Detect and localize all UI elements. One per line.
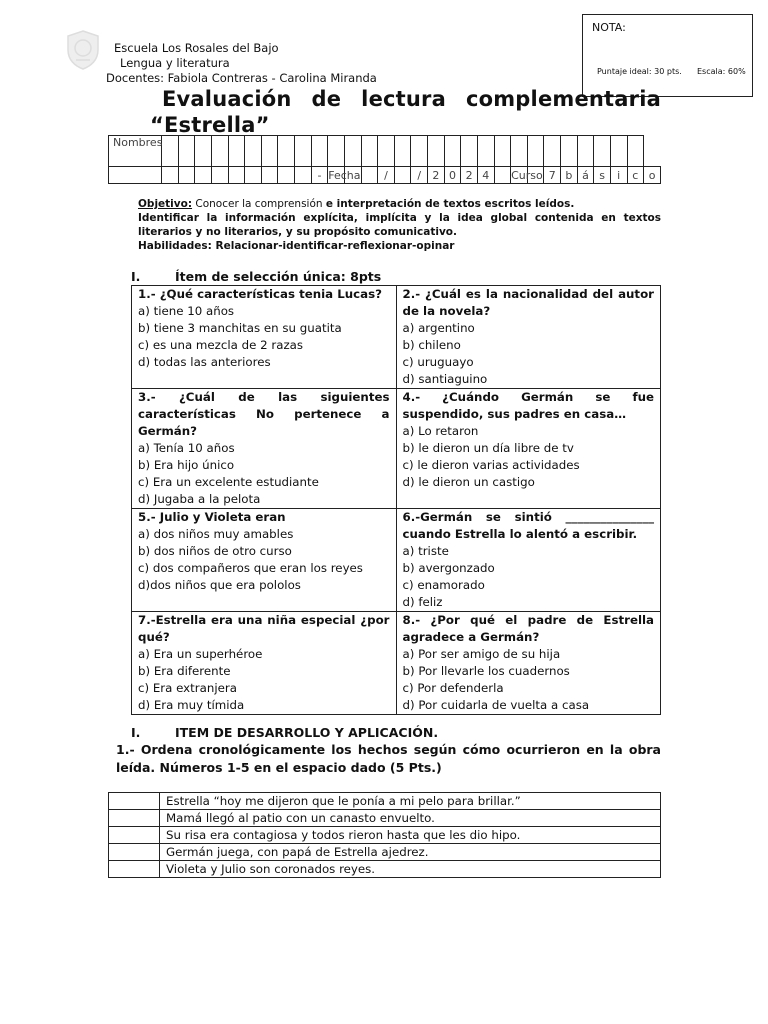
event-text: Mamá llegó al patio con un canasto envuelto. bbox=[160, 810, 661, 827]
answer-option[interactable]: a) Era un superhéroe bbox=[138, 647, 263, 661]
info-cell[interactable] bbox=[361, 167, 378, 184]
event-row bbox=[109, 844, 661, 861]
answer-option[interactable]: b) le dieron un día libre de tv bbox=[402, 441, 574, 455]
info-cell[interactable] bbox=[261, 167, 278, 184]
answer-option[interactable]: a) Tenía 10 años bbox=[138, 441, 235, 455]
question-cell-4 bbox=[396, 389, 661, 509]
section-1-title: Ítem de selección única: 8pts bbox=[175, 269, 382, 284]
development-instruction: 1.- Ordena cronológicamente los hechos según cómo ocurrieron en la obra leída. Números 1-5 en el espacio dado (5 Pts.) bbox=[116, 742, 661, 775]
order-number-box[interactable] bbox=[109, 827, 160, 844]
event-row bbox=[109, 827, 661, 844]
event-row bbox=[109, 810, 661, 827]
name-letter-box[interactable] bbox=[211, 136, 228, 167]
objective-text-plain: Conocer la comprensión bbox=[192, 198, 326, 210]
objective-label: Objetivo: bbox=[138, 198, 193, 210]
answer-option[interactable]: c) le dieron varias actividades bbox=[402, 458, 580, 472]
grade-box bbox=[582, 14, 753, 97]
info-cell[interactable] bbox=[162, 167, 179, 184]
title-line-2: “Estrella” bbox=[150, 113, 270, 137]
answer-option[interactable]: c) Por defenderla bbox=[402, 681, 504, 695]
question-cell-6 bbox=[396, 509, 661, 612]
info-cell: o bbox=[644, 167, 661, 184]
event-text: Su risa era contagiosa y todos rieron hasta que les dio hipo. bbox=[160, 827, 661, 844]
info-cell[interactable] bbox=[228, 167, 245, 184]
answer-option[interactable]: d) santiaguino bbox=[402, 372, 488, 386]
answer-option[interactable]: a) dos niños muy amables bbox=[138, 527, 294, 541]
name-letter-box[interactable] bbox=[311, 136, 328, 167]
title-line-1: Evaluación de lectura complementaria bbox=[162, 87, 661, 111]
objective-block bbox=[138, 197, 661, 253]
name-letter-box[interactable] bbox=[477, 136, 494, 167]
event-text: Estrella “hoy me dijeron que le ponía a mi pelo para brillar.” bbox=[160, 793, 661, 810]
answer-option[interactable]: b) dos niños de otro curso bbox=[138, 544, 292, 558]
info-cell: c bbox=[627, 167, 644, 184]
name-letter-box[interactable] bbox=[361, 136, 378, 167]
info-cell: á bbox=[577, 167, 594, 184]
question-text: 8.- ¿Por qué el padre de Estrella agradece a Germán? bbox=[402, 613, 654, 644]
answer-option[interactable]: c) Era un excelente estudiante bbox=[138, 475, 319, 489]
event-row bbox=[109, 861, 661, 878]
answer-option[interactable]: c) es una mezcla de 2 razas bbox=[138, 338, 304, 352]
question-cell-7 bbox=[132, 612, 397, 715]
name-letter-box[interactable] bbox=[594, 136, 611, 167]
grade-label: NOTA: bbox=[592, 21, 626, 34]
name-letter-box[interactable] bbox=[527, 136, 544, 167]
name-letter-box[interactable] bbox=[178, 136, 195, 167]
name-letter-box[interactable] bbox=[394, 136, 411, 167]
page-title bbox=[150, 86, 661, 138]
order-number-box[interactable] bbox=[109, 861, 160, 878]
question-row bbox=[132, 612, 661, 715]
order-events-table bbox=[108, 792, 661, 878]
question-text: 6.-Germán se sintió _______________ cuando Estrella lo alentó a escribir. bbox=[402, 510, 654, 541]
name-letter-box[interactable] bbox=[627, 136, 644, 167]
question-row bbox=[132, 509, 661, 612]
answer-option[interactable]: b) Por llevarle los cuadernos bbox=[402, 664, 570, 678]
info-cell[interactable] bbox=[295, 167, 312, 184]
answer-option[interactable]: d) Por cuidarla de vuelta a casa bbox=[402, 698, 590, 712]
ideal-score: Puntaje ideal: 30 pts. bbox=[597, 67, 682, 76]
answer-option[interactable]: b) Era diferente bbox=[138, 664, 231, 678]
info-cell[interactable] bbox=[245, 167, 262, 184]
section-1-number: I. bbox=[131, 269, 141, 284]
answer-option[interactable]: c) Era extranjera bbox=[138, 681, 237, 695]
name-letter-box[interactable] bbox=[162, 136, 179, 167]
order-number-box[interactable] bbox=[109, 810, 160, 827]
question-text: 3.- ¿Cuál de las siguientes características No pertenece a Germán? bbox=[138, 390, 390, 438]
event-row bbox=[109, 793, 661, 810]
answer-option[interactable]: d) le dieron un castigo bbox=[402, 475, 535, 489]
info-cell: b bbox=[561, 167, 578, 184]
name-letter-box[interactable] bbox=[577, 136, 594, 167]
subject-name: Lengua y literatura bbox=[120, 56, 230, 70]
question-text: 1.- ¿Qué características tenia Lucas? bbox=[138, 287, 382, 301]
question-cell-1 bbox=[132, 286, 397, 389]
info-cell[interactable] bbox=[178, 167, 195, 184]
name-letter-box[interactable] bbox=[544, 136, 561, 167]
info-cell: / bbox=[411, 167, 428, 184]
question-text: 4.- ¿Cuándo Germán se fue suspendido, sus padres en casa… bbox=[402, 390, 654, 421]
name-letter-box[interactable] bbox=[245, 136, 262, 167]
questions-table bbox=[131, 285, 661, 715]
objective-line-2: Identificar la información explícita, implícita y la idea global contenida en textos literarios y no literarios, y su propósito comunicativo. bbox=[138, 212, 661, 238]
student-info-grid bbox=[108, 135, 661, 184]
question-text: 7.-Estrella era una niña especial ¿por qué? bbox=[138, 613, 390, 644]
event-text: Germán juega, con papá de Estrella ajedrez. bbox=[160, 844, 661, 861]
info-cell[interactable] bbox=[278, 167, 295, 184]
name-letter-box[interactable] bbox=[494, 136, 511, 167]
question-cell-2 bbox=[396, 286, 661, 389]
grade-scale: Escala: 60% bbox=[697, 67, 746, 76]
section-2-number: I. bbox=[131, 725, 141, 740]
name-letter-box[interactable] bbox=[344, 136, 361, 167]
answer-option[interactable]: d) feliz bbox=[402, 595, 443, 609]
info-cell[interactable] bbox=[494, 167, 511, 184]
order-number-box[interactable] bbox=[109, 844, 160, 861]
question-row bbox=[132, 286, 661, 389]
question-row bbox=[132, 389, 661, 509]
answer-option[interactable]: a) triste bbox=[402, 544, 449, 558]
answer-option[interactable]: d) Jugaba a la pelota bbox=[138, 492, 261, 506]
answer-option[interactable]: c) dos compañeros que eran los reyes bbox=[138, 561, 363, 575]
info-cell: 2 bbox=[461, 167, 478, 184]
name-letter-box[interactable] bbox=[228, 136, 245, 167]
answer-option[interactable]: d) Era muy tímida bbox=[138, 698, 245, 712]
name-letter-box[interactable] bbox=[561, 136, 578, 167]
name-letter-box[interactable] bbox=[261, 136, 278, 167]
name-letter-box[interactable] bbox=[378, 136, 395, 167]
info-cell: / bbox=[378, 167, 395, 184]
name-letter-box[interactable] bbox=[195, 136, 212, 167]
answer-option[interactable]: b) avergonzado bbox=[402, 561, 495, 575]
name-letter-box[interactable] bbox=[328, 136, 345, 167]
question-cell-8 bbox=[396, 612, 661, 715]
info-cell: 7 bbox=[544, 167, 561, 184]
school-logo-icon bbox=[66, 30, 100, 70]
name-letter-box[interactable] bbox=[461, 136, 478, 167]
answer-option[interactable]: b) tiene 3 manchitas en su guatita bbox=[138, 321, 342, 335]
answer-option[interactable]: a) Por ser amigo de su hija bbox=[402, 647, 561, 661]
school-name: Escuela Los Rosales del Bajo bbox=[114, 41, 279, 55]
answer-option[interactable]: d) todas las anteriores bbox=[138, 355, 271, 369]
info-cell[interactable] bbox=[195, 167, 212, 184]
event-text: Violeta y Julio son coronados reyes. bbox=[160, 861, 661, 878]
question-cell-5 bbox=[132, 509, 397, 612]
answer-option[interactable]: b) chileno bbox=[402, 338, 461, 352]
answer-option[interactable]: a) Lo retaron bbox=[402, 424, 479, 438]
answer-option[interactable]: b) Era hijo único bbox=[138, 458, 235, 472]
info-cell: Curso bbox=[511, 168, 543, 182]
info-cell[interactable] bbox=[211, 167, 228, 184]
name-letter-box[interactable] bbox=[295, 136, 312, 167]
question-cell-3 bbox=[132, 389, 397, 509]
info-cell: 2 bbox=[428, 167, 445, 184]
name-letter-box[interactable] bbox=[444, 136, 461, 167]
name-letter-box[interactable] bbox=[411, 136, 428, 167]
answer-option[interactable]: d)dos niños que era pololos bbox=[138, 578, 301, 592]
answer-option[interactable]: c) enamorado bbox=[402, 578, 485, 592]
section-2-title: ITEM DE DESARROLLO Y APLICACIÓN. bbox=[175, 725, 439, 740]
name-label: Nombres bbox=[109, 136, 162, 167]
question-text: 5.- Julio y Violeta eran bbox=[138, 510, 286, 524]
objective-text-bold: e interpretación de textos escritos leídos. bbox=[325, 198, 575, 210]
info-cell: s bbox=[594, 167, 611, 184]
answer-option[interactable]: a) tiene 10 años bbox=[138, 304, 235, 318]
info-cell: i bbox=[610, 167, 627, 184]
info-cell: 4 bbox=[477, 167, 494, 184]
name-letter-box[interactable] bbox=[428, 136, 445, 167]
grid-spacer-cell bbox=[109, 167, 162, 184]
skills-line: Habilidades: Relacionar-identificar-reflexionar-opinar bbox=[138, 240, 455, 252]
info-cell: 0 bbox=[444, 167, 461, 184]
order-number-box[interactable] bbox=[109, 793, 160, 810]
teachers-line: Docentes: Fabiola Contreras - Carolina Miranda bbox=[106, 71, 377, 85]
answer-option[interactable]: a) argentino bbox=[402, 321, 475, 335]
name-letter-box[interactable] bbox=[278, 136, 295, 167]
name-letter-box[interactable] bbox=[610, 136, 627, 167]
question-text: 2.- ¿Cuál es la nacionalidad del autor de la novela? bbox=[402, 287, 654, 318]
answer-option[interactable]: c) uruguayo bbox=[402, 355, 474, 369]
info-cell[interactable] bbox=[394, 167, 411, 184]
name-letter-box[interactable] bbox=[511, 136, 528, 167]
info-cell: Fecha bbox=[328, 168, 361, 182]
info-cell: - bbox=[311, 167, 328, 184]
